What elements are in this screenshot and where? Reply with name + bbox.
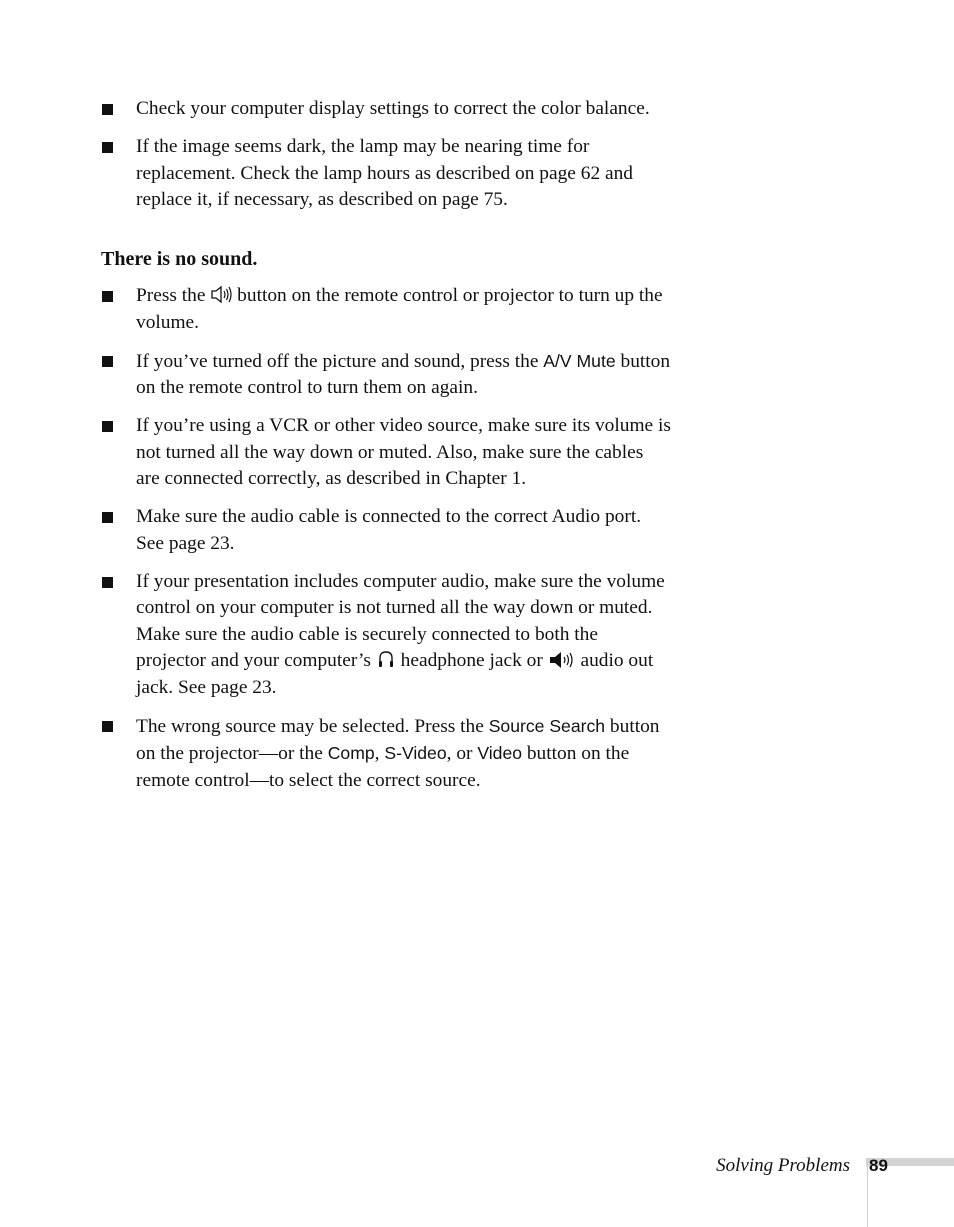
bullet-text: Make sure the audio cable is connected to the correct Audio port. See page 23. <box>136 506 642 554</box>
bullet-text: If the image seems dark, the lamp may be nearing time for replacement. Check the lamp hours as described on page 62 and replace it, if necessary, as described on page 75. <box>136 136 633 210</box>
text-segment: button on the remote control or projector to turn up the volume. <box>136 285 663 333</box>
text-segment: , <box>374 743 385 764</box>
text-segment: button on the remote control to turn them on again. <box>136 350 671 398</box>
text-segment: Press the <box>136 285 211 306</box>
square-bullet-icon <box>102 721 113 732</box>
square-bullet-icon <box>102 577 113 588</box>
comp-button-label: Comp <box>327 743 375 763</box>
s-video-button-label: S-Video <box>384 743 447 763</box>
list-item <box>101 134 671 214</box>
square-bullet-icon <box>102 421 113 432</box>
text-segment: The wrong source may be selected. Press the <box>136 715 489 737</box>
list-item <box>101 504 671 557</box>
list-item <box>101 348 671 402</box>
running-footer-section: Solving Problems <box>716 1155 850 1176</box>
square-bullet-icon <box>102 512 113 523</box>
bullet-text: Check your computer display settings to correct the color balance. <box>136 98 650 119</box>
speaker-icon <box>548 651 576 669</box>
text-segment: , or <box>446 743 478 764</box>
text-segment: button on the remote control—to select the correct source. <box>136 743 630 791</box>
list-item <box>101 413 671 493</box>
text-segment: audio out jack. See page 23. <box>136 650 654 698</box>
section-heading: There is no sound. <box>101 248 258 270</box>
list-item <box>101 96 671 123</box>
bullet-text: If you’re using a VCR or other video source, make sure its volume is not turned all the way down or muted. Also, make sure the cables are connected correctly, as described in Chapter 1. <box>136 415 671 489</box>
footer-divider <box>867 1166 868 1227</box>
source-search-button-label: Source Search <box>488 715 606 736</box>
av-mute-button-label: A/V Mute <box>543 350 616 371</box>
no-sound-tips-list <box>101 283 671 806</box>
volume-icon <box>210 285 232 304</box>
text-segment: If your presentation includes computer audio, make sure the volume control on your computer is not turned all the way down or muted. Make sure the audio cable is securely connected to both the projector and your computer’s <box>136 570 665 671</box>
headphone-icon <box>376 649 396 669</box>
list-item <box>101 283 671 336</box>
list-item <box>101 713 671 795</box>
page-number: 89 <box>869 1156 888 1175</box>
text-segment: If you’ve turned off the picture and sound, press the <box>136 350 544 372</box>
text-segment: headphone jack or <box>395 650 548 671</box>
square-bullet-icon <box>102 104 113 115</box>
list-item <box>101 569 671 702</box>
display-tips-list <box>101 96 671 225</box>
square-bullet-icon <box>102 142 113 153</box>
video-button-label: Video <box>477 743 523 763</box>
square-bullet-icon <box>102 356 113 367</box>
square-bullet-icon <box>102 291 113 302</box>
text-segment: button on the projector—or the <box>136 715 660 764</box>
